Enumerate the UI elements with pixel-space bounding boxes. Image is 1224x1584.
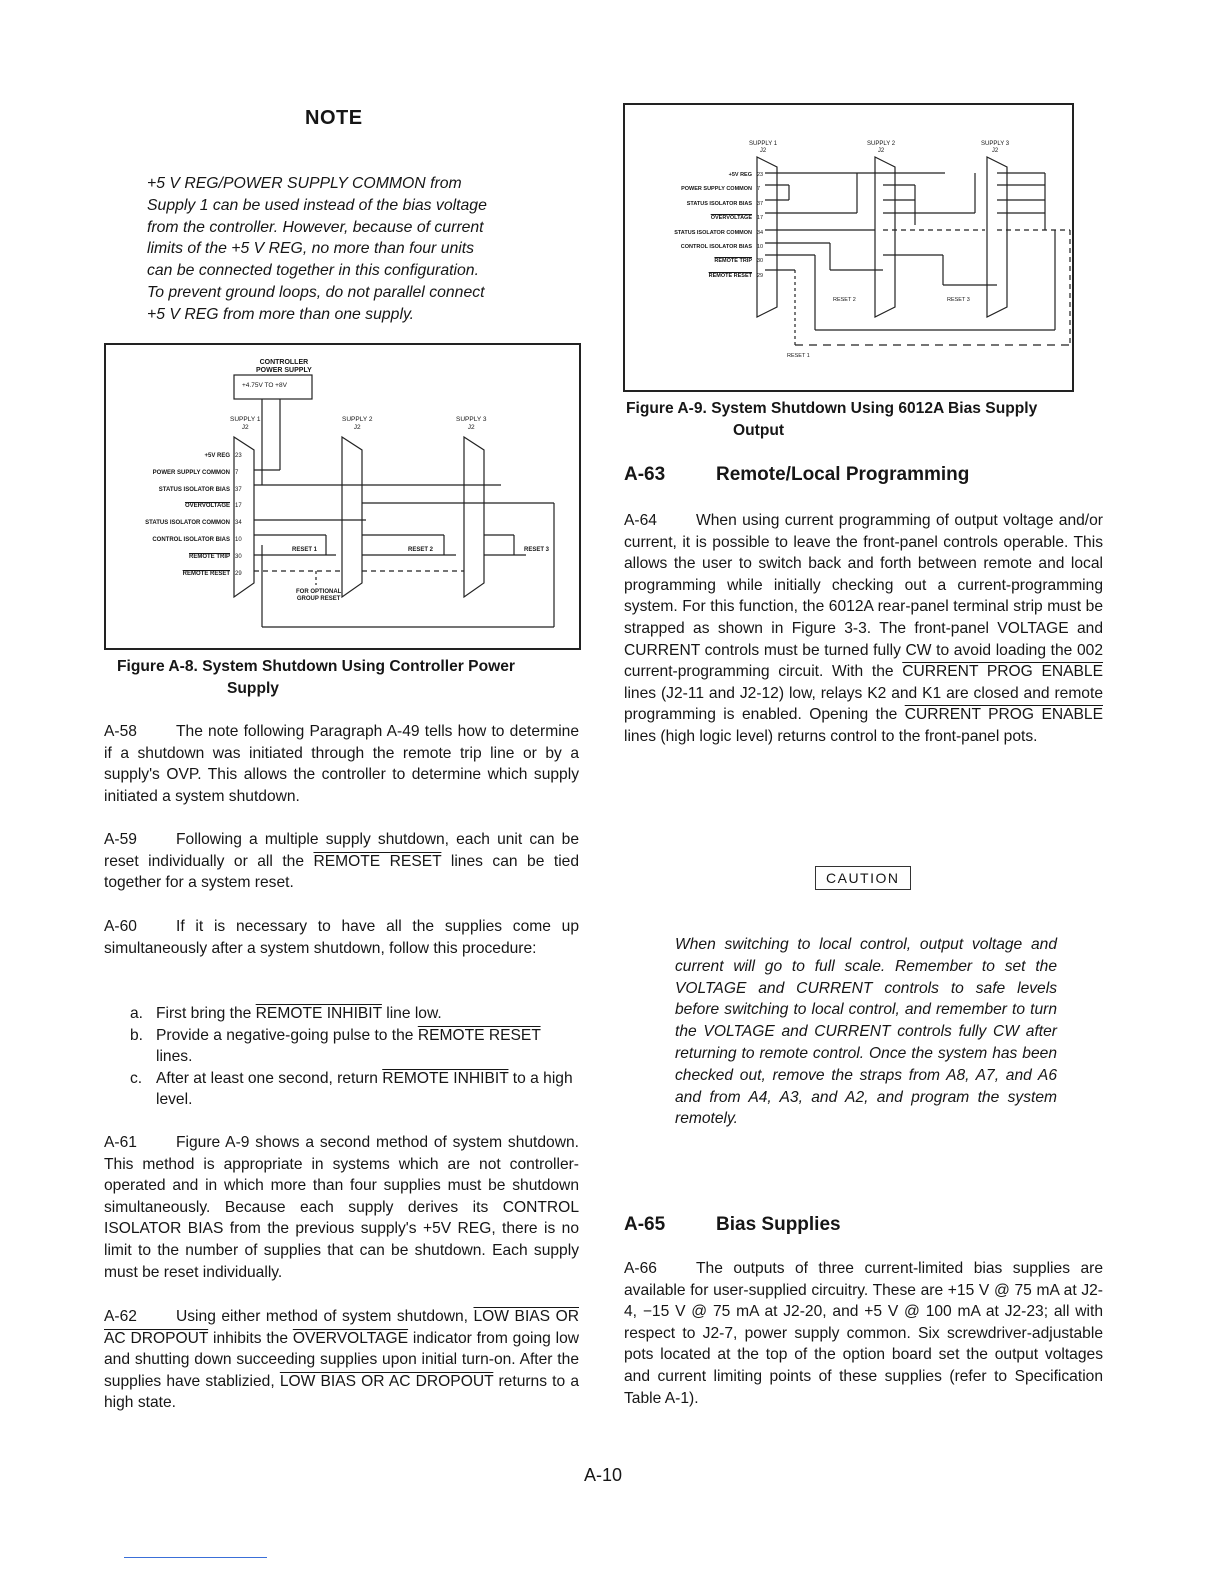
connector-name: J2 xyxy=(241,424,249,431)
paragraph-number: A-66 xyxy=(624,1260,657,1277)
note-line: +5 V REG from more than one supply. xyxy=(147,305,415,323)
list-item xyxy=(130,1025,580,1068)
connector-name: J2 xyxy=(353,424,361,431)
section-number: A-65 xyxy=(624,1214,666,1235)
optional-group-reset-label xyxy=(296,589,341,603)
caution-label: CAUTION xyxy=(815,866,911,890)
pin-number: 30 xyxy=(235,553,242,560)
paragraph-text: Following a multiple supply shutdown, each unit can be reset individually or all the xyxy=(104,831,579,870)
pin-label: CONTROL ISOLATOR BIAS xyxy=(680,244,752,251)
figure-a8 xyxy=(104,343,581,650)
connector-name: J2 xyxy=(467,424,475,431)
note-line: To prevent ground loops, do not parallel connect xyxy=(147,283,485,301)
paragraph-text: lines (high logic level) returns control to the front-panel pots. xyxy=(624,727,1038,745)
list-label: a. xyxy=(130,1005,144,1022)
paragraph-number: A-58 xyxy=(104,723,137,740)
a9-reset1-label: RESET 1 xyxy=(787,353,810,359)
signal-name: REMOTE INHIBIT xyxy=(255,1005,382,1022)
caption-line: Supply xyxy=(227,680,279,697)
note-title: NOTE xyxy=(305,107,363,129)
section-a65-heading xyxy=(624,1214,841,1236)
figure-a8-caption xyxy=(117,656,515,700)
section-title: Remote/Local Programming xyxy=(716,464,970,485)
paragraph-text: When using current programming of output voltage and/or current, it is possible to leave the front-panel controls operable. This allows the user to switch back and forth between remote and local programming while initially checking out a current-programming system. For this function, the 6012A rear-panel terminal strip must be strapped as shown in Figure 3-3. The front-panel VOLTAGE and CURRENT controls must be turned fully CW to avoid loading the 002 current-programming circuit. With the xyxy=(624,512,1103,681)
list-text xyxy=(156,1025,580,1068)
pin-label: OVERVOLTAGE xyxy=(184,503,230,510)
signal-name: OVERVOLTAGE xyxy=(292,1329,409,1347)
note-body xyxy=(147,173,537,326)
pin-number: 30 xyxy=(757,258,764,265)
a9-reset2-label: RESET 2 xyxy=(833,297,856,303)
pin-label: POWER SUPPLY COMMON xyxy=(152,469,230,476)
paragraph-a64 xyxy=(624,510,1103,748)
note-line: Supply 1 can be used instead of the bias voltage xyxy=(147,196,487,214)
section-title: Bias Supplies xyxy=(716,1214,841,1235)
pin-number: 23 xyxy=(757,172,764,178)
paragraph-text: lines can be tied together for a system reset. xyxy=(104,852,580,892)
section-a63-heading xyxy=(624,464,969,486)
supply2-connector xyxy=(342,437,362,597)
figure-a9 xyxy=(623,103,1074,392)
caption-line: Figure A-9. System Shutdown Using 6012A Bias Supply xyxy=(626,400,1038,417)
list-item xyxy=(130,1068,580,1111)
reset1-label: RESET 1 xyxy=(292,547,318,553)
supply-name: SUPPLY 2 xyxy=(867,141,896,147)
pin-number: 7 xyxy=(757,186,761,193)
paragraph-a59 xyxy=(104,829,579,894)
pin-label: STATUS ISOLATOR BIAS xyxy=(686,200,752,207)
pin-number: 23 xyxy=(235,453,242,459)
list-text xyxy=(156,1068,580,1111)
signal-name: REMOTE RESET xyxy=(313,852,442,870)
paragraph-a58 xyxy=(104,721,579,807)
pin-label: +5V REG xyxy=(728,172,752,178)
supply-name: SUPPLY 3 xyxy=(981,141,1010,147)
paragraph-text: returns to a high state. xyxy=(104,1372,579,1412)
reset3-label: RESET 3 xyxy=(524,547,550,553)
pin-number: 34 xyxy=(235,520,242,527)
a9-reset3-label: RESET 3 xyxy=(947,297,970,303)
controller-label xyxy=(256,359,312,375)
paragraph-number: A-61 xyxy=(104,1134,137,1151)
note-line: can be connected together in this configuration. xyxy=(147,262,479,280)
reset2-label: RESET 2 xyxy=(408,547,434,553)
list-text-part: lines. xyxy=(156,1048,193,1066)
caption-line: Figure A-8. System Shutdown Using Controller Power xyxy=(117,658,515,675)
figure-a9-caption xyxy=(626,398,1037,442)
list-label: b. xyxy=(130,1026,144,1044)
supply2-connector xyxy=(875,157,895,317)
supply3-connector xyxy=(464,437,484,597)
signal-name: REMOTE INHIBIT xyxy=(382,1069,509,1087)
a9-supply3-label xyxy=(981,141,1009,155)
paragraph-a62 xyxy=(104,1306,579,1414)
pin-label: REMOTE TRIP xyxy=(188,553,230,560)
pin-label: STATUS ISOLATOR COMMON xyxy=(674,229,752,236)
paragraph-text: The outputs of three current-limited bias supplies are available for user-supplied circuitry. These are +15 V @ 75 mA at J2-4, −15 V @ 75 mA at J2-20, and +5 V @ 100 mA at J2-23; all with respect to J2-7, power supply common. Six screwdriver-adjustable pots located at the top of the option board set the output voltages and current limiting points of these supplies (refer to Specification Table A-1). xyxy=(624,1260,1103,1407)
pin-number: 17 xyxy=(757,215,764,222)
footer-rule xyxy=(124,1557,267,1558)
connector-name: J2 xyxy=(759,148,767,154)
pin-number: 29 xyxy=(757,272,764,279)
pin-label: +5V REG xyxy=(204,453,230,459)
pin-number: 7 xyxy=(235,469,239,476)
pin-label: CONTROL ISOLATOR BIAS xyxy=(152,536,230,543)
paragraph-number: A-62 xyxy=(104,1308,137,1325)
list-text-part: After at least one second, return xyxy=(156,1069,383,1087)
list-text-part: to a high level. xyxy=(156,1069,573,1109)
caption-line: Output xyxy=(733,422,785,439)
list-text-part: line low. xyxy=(381,1005,442,1022)
signal-name: CURRENT PROG ENABLE xyxy=(902,663,1104,681)
pin-number: 10 xyxy=(235,536,242,543)
supply3-label xyxy=(456,416,486,432)
list-label: c. xyxy=(130,1069,143,1087)
figA8-pin-labels xyxy=(106,448,230,582)
note-line: from the controller. However, because of current xyxy=(147,218,484,236)
pin-label: OVERVOLTAGE xyxy=(710,215,752,222)
list-text-part: Provide a negative-going pulse to the xyxy=(156,1026,418,1044)
supply1-label xyxy=(230,416,260,432)
a9-supply2-label xyxy=(867,141,895,155)
paragraph-text: If it is necessary to have all the supplies come up simultaneously after a system shutdown, follow this procedure: xyxy=(104,918,579,957)
supply3-connector xyxy=(987,157,1007,317)
paragraph-text: lines (J2-11 and J2-12) low, relays K2 and K1 are closed and remote programming is enabled. Opening the xyxy=(624,684,1103,724)
figA8-pin-numbers xyxy=(235,448,242,582)
pin-number: 10 xyxy=(757,244,764,251)
list-text xyxy=(156,1003,442,1025)
supply-name: SUPPLY 1 xyxy=(749,141,778,147)
signal-name: LOW BIAS OR AC DROPOUT xyxy=(104,1308,579,1347)
paragraph-number: A-60 xyxy=(104,918,137,935)
supply2-label xyxy=(342,416,372,432)
pin-number: 34 xyxy=(757,229,764,236)
pin-label: REMOTE RESET xyxy=(182,570,230,577)
pin-label: STATUS ISOLATOR BIAS xyxy=(158,486,230,493)
connector-name: J2 xyxy=(991,148,999,154)
pin-label: REMOTE TRIP xyxy=(714,258,752,265)
paragraph-a60 xyxy=(104,916,579,959)
a9-supply1-label xyxy=(749,141,777,155)
page-number: A-10 xyxy=(584,1465,623,1485)
paragraph-text: indicator from going low and shutting down succeeding supplies upon initial turn-on. After the supplies have stablizied, xyxy=(104,1329,580,1390)
paragraph-a61 xyxy=(104,1132,579,1283)
paragraph-text: The note following Paragraph A-49 tells how to determine if a shutdown was initiated through the remote trip line or by a supply's OVP. This allows the controller to determine which supply initiated a system shutdown. xyxy=(104,723,579,805)
pin-number: 37 xyxy=(235,486,242,493)
supply-name: SUPPLY 3 xyxy=(456,416,487,423)
supply-name: SUPPLY 1 xyxy=(230,416,261,423)
list-item xyxy=(130,1003,580,1025)
pin-label: REMOTE RESET xyxy=(708,272,752,279)
caution-text: When switching to local control, output voltage and current will go to full scale. Remember to set the VOLTAGE and CURRENT controls to safe levels before switching to local control, and remember to turn the VOLTAGE and CURRENT controls fully CW after returning to remote control. Once the system has been checked out, remove the straps from A8, A7, and A6 and from A4, A3, and A2, and program the system remotely. xyxy=(675,936,1057,1128)
controller-label-line: POWER SUPPLY xyxy=(256,367,312,374)
signal-name: CURRENT PROG ENABLE xyxy=(904,706,1103,724)
paragraph-a66 xyxy=(624,1258,1103,1409)
pin-label: POWER SUPPLY COMMON xyxy=(681,186,752,193)
list-text-part: First bring the xyxy=(156,1005,256,1022)
optional-line: GROUP RESET xyxy=(296,596,341,602)
note-line: limits of the +5 V REG, no more than four units xyxy=(147,240,475,258)
pin-label: STATUS ISOLATOR COMMON xyxy=(145,520,230,527)
pin-number: 29 xyxy=(235,570,242,577)
signal-name: REMOTE RESET xyxy=(417,1026,541,1044)
optional-line: FOR OPTIONAL xyxy=(296,589,342,595)
paragraph-text: Using either method of system shutdown, xyxy=(176,1308,474,1325)
figA9-pin-labels xyxy=(625,168,752,283)
connector-name: J2 xyxy=(877,148,885,154)
section-number: A-63 xyxy=(624,464,666,485)
paragraph-number: A-59 xyxy=(104,831,137,848)
pin-number: 37 xyxy=(757,200,764,207)
paragraph-text: Figure A-9 shows a second method of system shutdown. This method is appropriate in systems which are not controller-operated and in which more than four supplies must be shutdown simultaneously. Because each supply derives its CONTROL ISOLATOR BIAS from the previous supply's +5V REG, there is no limit to the number of supplies that can be shutdown. Each supply must be reset individually. xyxy=(104,1134,579,1281)
paragraph-number: A-64 xyxy=(624,512,657,529)
supply-name: SUPPLY 2 xyxy=(342,416,373,423)
procedure-list xyxy=(130,1003,580,1111)
controller-label-line: CONTROLLER xyxy=(259,359,309,366)
signal-name: LOW BIAS OR AC DROPOUT xyxy=(279,1372,494,1390)
controller-voltage: +4.75V TO +8V xyxy=(242,382,287,389)
note-line: +5 V REG/POWER SUPPLY COMMON from xyxy=(147,175,462,192)
paragraph-text: inhibits the xyxy=(208,1329,293,1347)
figA9-pin-numbers xyxy=(757,168,763,283)
pin-number: 17 xyxy=(235,503,242,510)
